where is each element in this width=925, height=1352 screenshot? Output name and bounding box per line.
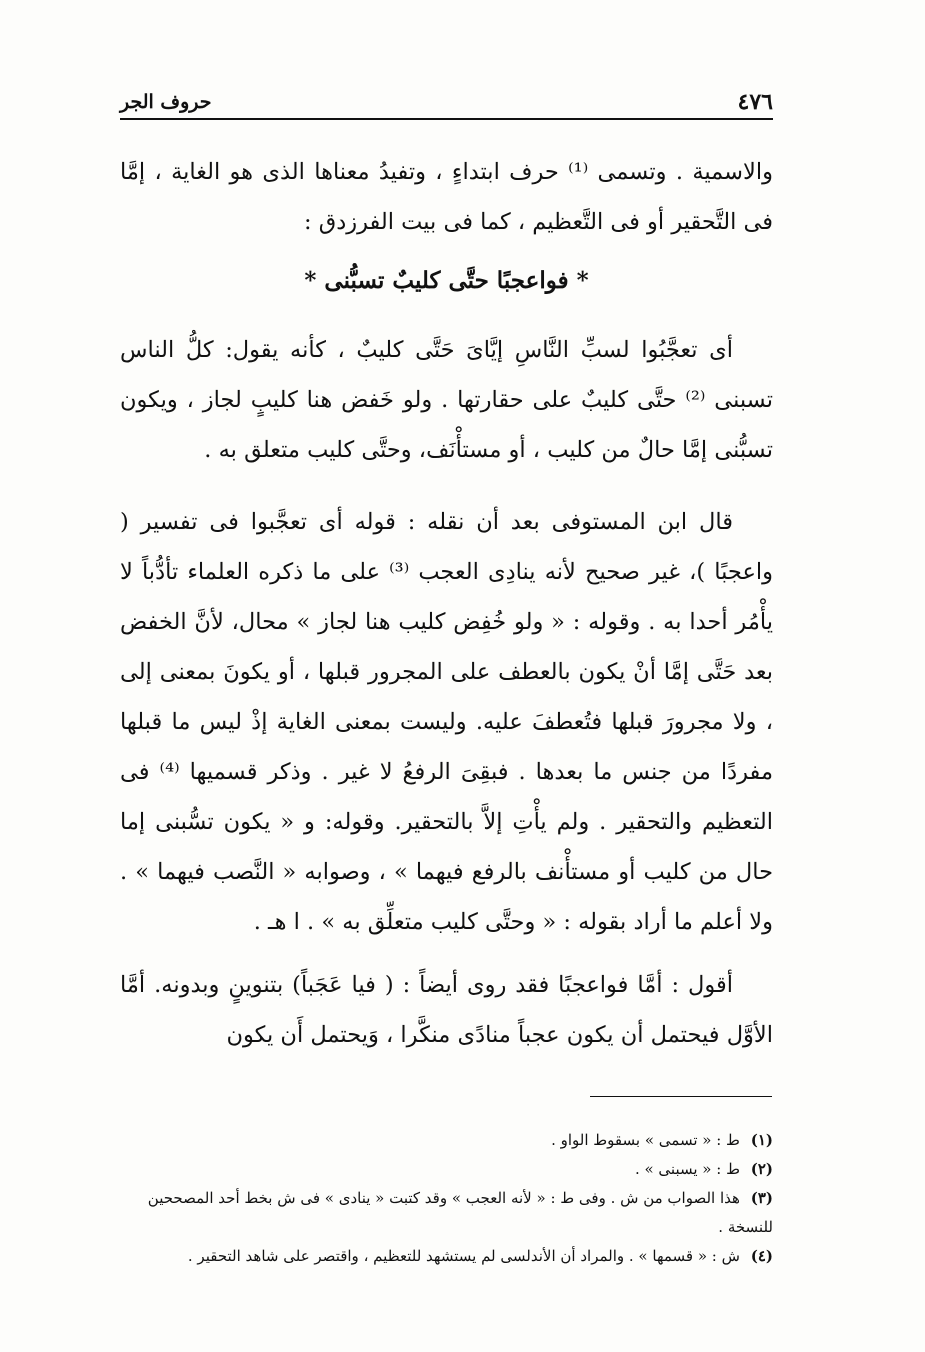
footnote-3 [120,1184,773,1242]
footnote-1 [120,1126,773,1155]
footnote-separator [590,1096,772,1097]
footnote-number: (٢) [750,1160,773,1178]
footnotes [120,1126,773,1271]
page-number: ٤٧٦ [737,89,773,115]
footnote-text: ط : « تسمى » بسقوط الواو . [551,1131,740,1149]
running-title: حروف الجر [120,91,212,113]
paragraph-3: قال ابن المستوفى بعد أن نقله : قوله أى تعجَّبوا فى تفسير ( واعجبًا )، غير صحيح لأنه ينادِى العجب ⁽³⁾ على ما ذكره العلماء تأدُّباً لا يأْمُر أحدا به . وقوله : « ولو خُفِض كليب هنا لجاز » محال، لأنَّ الخفض بعد حَتَّى إمَّا أنْ يكون بالعطف على المجرور قبلها ، أو يكونَ بمعنى إلى ، ولا مجرورَ قبلها فتُعطفَ عليه. وليست بمعنى الغاية إذْ ليس ما قبلها مفردًا من جنس ما بعدها . فبقِىَ الرفعُ لا غير . وذكر قسميها ⁽⁴⁾ فى التعظيم والتحقير . ولم يأْتِ إلاَّ بالتحقير. وقوله: و « يكون تسُّبنى إما حال من كليب أو مستأْنف بالرفع فيهما » ، وصوابه « النَّصب فيهما » . ولا أعلم ما أراد بقوله : « وحتَّى كليب متعلِّق به » . ا هـ . [120,509,773,935]
footnote-text: هذا الصواب من ش . وفى ط : « لأنه العجب » وقد كتبت « ينادى » فى ش بخط أحد المصححين للنسخة . [147,1189,773,1236]
footnote-text: ط : « يسبنى » . [634,1160,740,1178]
verse-line: * فواعجبًا حتَّى كليبٌ تسبُّنى * [304,267,589,294]
footnote-number: (١) [750,1131,773,1149]
footnote-number: (٣) [750,1189,773,1207]
footnote-4 [120,1242,773,1271]
footnote-number: (٤) [750,1247,773,1265]
footnote-text: ش : « قسمها » . والمراد أن الأندلسى لم يستشهد للتعظيم ، واقتصر على شاهد التحقير . [187,1247,740,1265]
paragraph-2: أى تعجَّبُوا لسبِّ النَّاسِ إيَّاىَ حَتَّى كليبٌ ، كأنه يقول: كلُّ الناس تسبنى ⁽²⁾ حتَّى كليبٌ على حقارتها . ولو خَفض هنا كليبٍ لجاز ، ويكون تسبُّنى إمَّا حالٌ من كليب ، أو مستأْنَف، وحتَّى كليب متعلق به . [120,337,773,463]
page-header [120,88,773,120]
footnote-2 [120,1155,773,1184]
paragraph-4: أقول : أمَّا فواعجبًا فقد روى أيضاً : ( فيا عَجَباً) بتنوينٍ وبدونه. أمَّا الأوَّل فيحتمل أن يكون عجباً منادًى منكَّرا ، وَيحتمل أَن يكون [120,972,773,1048]
paragraph-1: والاسمية . وتسمى ⁽¹⁾ حرف ابتداءٍ ، وتفيدُ معناها الذى هو الغاية ، إمَّا فى التَّحقير أو فى التَّعظيم ، كما فى بيت الفرزدق : [120,159,773,235]
